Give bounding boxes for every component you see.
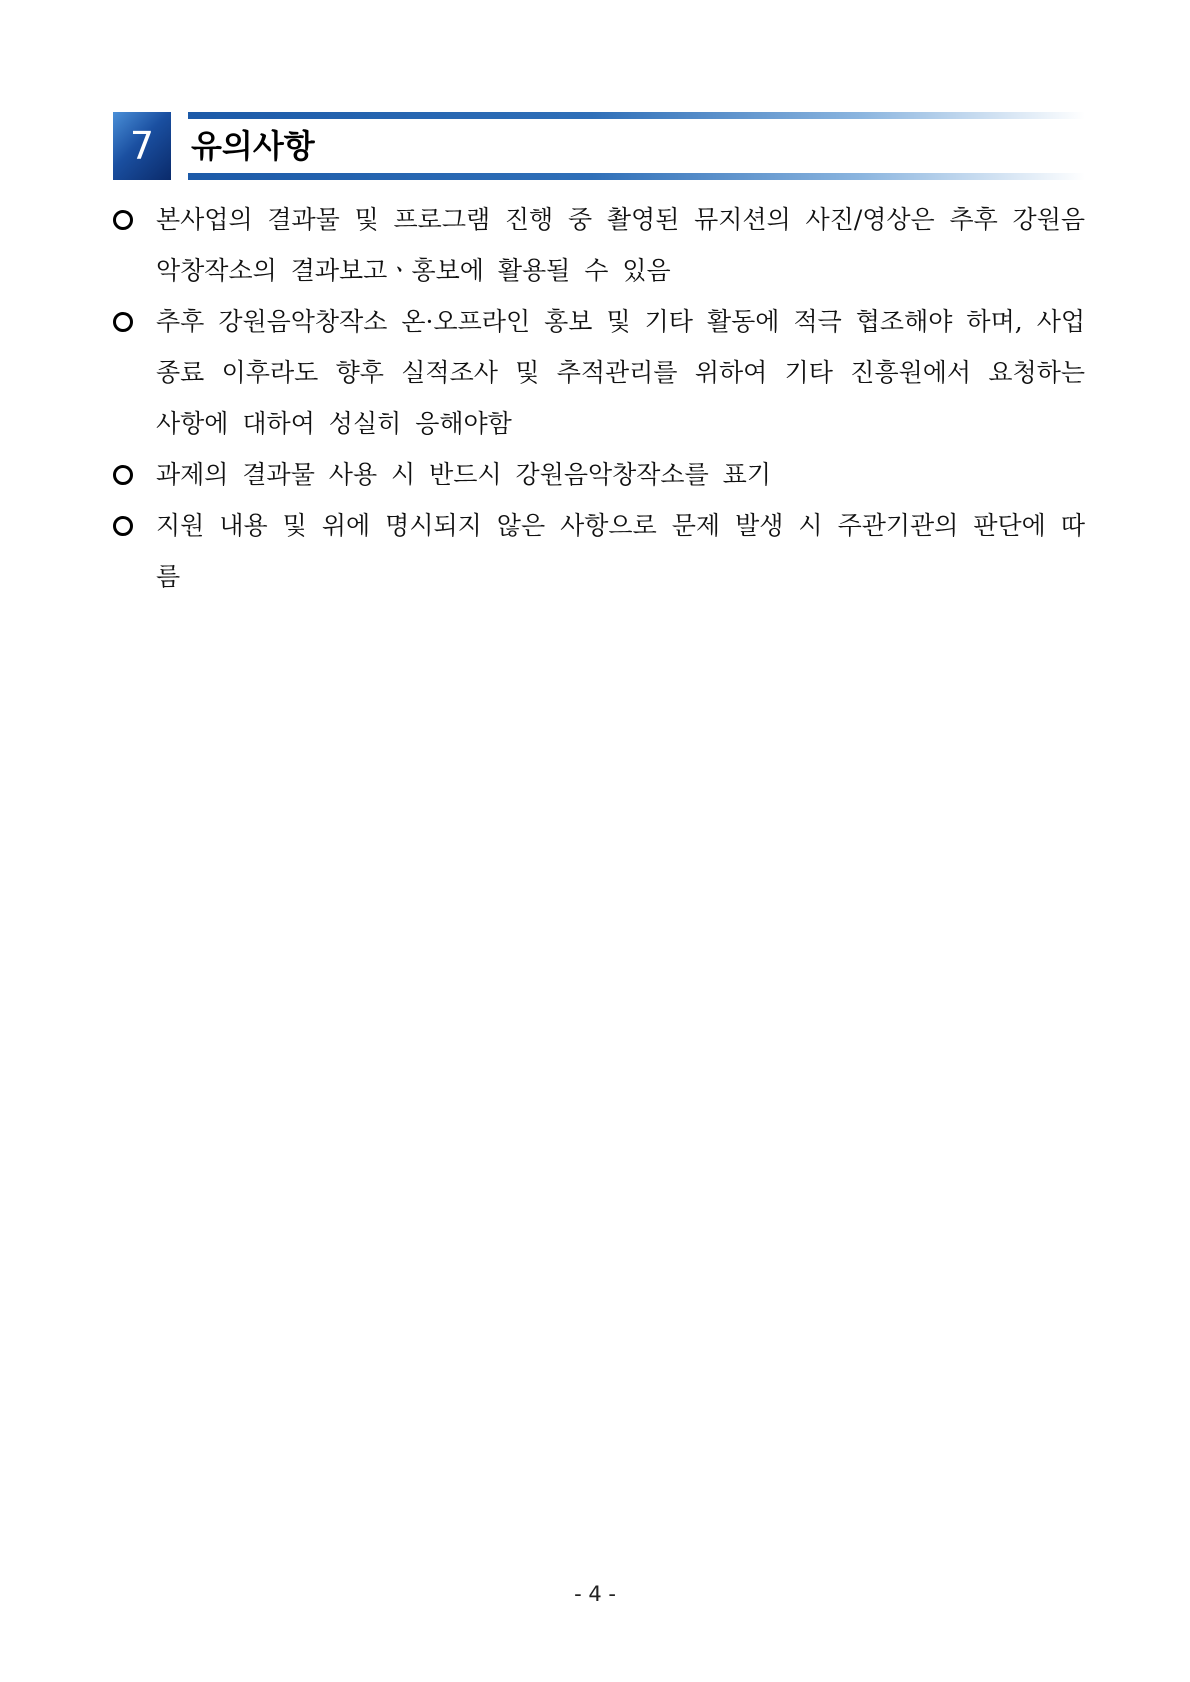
header-rule-top xyxy=(188,112,1085,119)
list-item xyxy=(113,194,1085,296)
circle-bullet-icon xyxy=(113,465,133,485)
note-text: 지원 내용 및 위에 명시되지 않은 사항으로 문제 발생 시 주관기관의 판단에 따름 xyxy=(156,511,1085,591)
note-text: 본사업의 결과물 및 프로그램 진행 중 촬영된 뮤지션의 사진/영상은 추후 강원음악창작소의 결과보고ㆍ홍보에 활용될 수 있음 xyxy=(156,205,1085,285)
section-number-badge: 7 xyxy=(113,112,171,180)
page-number: - 4 - xyxy=(574,1582,616,1606)
notes-list xyxy=(113,194,1085,602)
section-title: 유의사항 xyxy=(191,127,315,165)
circle-bullet-icon xyxy=(113,312,133,332)
note-text: 추후 강원음악창작소 온·오프라인 홍보 및 기타 활동에 적극 협조해야 하며, 사업 종료 이후라도 향후 실적조사 및 추적관리를 위하여 기타 진흥원에서 요청하는 사항에 대하여 성실히 응해야함 xyxy=(156,307,1085,438)
circle-bullet-icon xyxy=(113,210,133,230)
circle-bullet-icon xyxy=(113,516,133,536)
section-header xyxy=(113,112,1085,180)
list-item xyxy=(113,500,1085,602)
note-text: 과제의 결과물 사용 시 반드시 강원음악창작소를 표기 xyxy=(156,460,771,489)
list-item xyxy=(113,296,1085,449)
list-item xyxy=(113,449,1085,500)
header-rule-bottom xyxy=(188,173,1085,180)
